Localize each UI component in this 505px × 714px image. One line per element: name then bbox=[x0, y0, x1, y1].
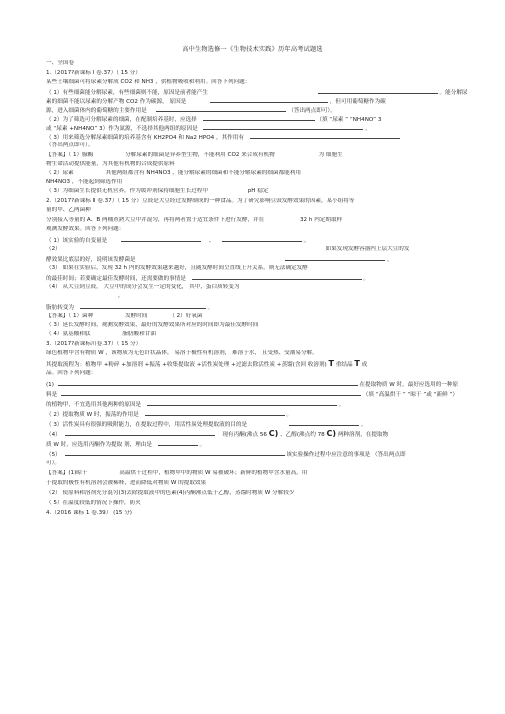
q3-line-9-text: （4） bbox=[46, 432, 61, 438]
q1-answer-5 bbox=[46, 188, 476, 195]
answer-blank bbox=[203, 115, 315, 121]
q1-answer-label: （ 2）尿素 bbox=[46, 170, 74, 176]
q2-line-1: 量的甲、乙两菌种 bbox=[46, 207, 91, 213]
q2-line-4-text: （ 1）该实验的自变量是 bbox=[46, 238, 108, 244]
answer-blank bbox=[58, 380, 358, 386]
q2-line-8-tail: 。 bbox=[363, 276, 370, 282]
q1-line-5 bbox=[46, 115, 476, 124]
q2-answer-1 bbox=[46, 313, 476, 320]
q3-line-8-text: （ 3）活性炭具有很强的吸附能力，在提取过程中，用活性炭处理提取液的目的是 bbox=[46, 422, 248, 428]
q3-answer-2: 于提取的极性有机溶剂会被稀释，进而降低对物质 W 的提取效果 bbox=[46, 480, 207, 486]
q2-line-9: （4） 从大豆到豆豉， 大豆中的成分会发生一定的变化， 其中，蛋白质转变为 bbox=[46, 284, 240, 290]
q2-answer-2: （ 3）延长发酵时间，观测发酵效果，最好的发酵效果所对应的时间即为最佳发酵时间 bbox=[46, 322, 259, 328]
q3-line-9-text: 、乙醇(沸点约 78 bbox=[280, 432, 325, 438]
answer-blank bbox=[285, 255, 385, 261]
q3-line-1: 绿色植物甲含有物质 W ，该物质为无色针状晶体， 易溶于极性有机溶剂， 难溶于水， 且受热、受潮易分解。 bbox=[46, 350, 318, 356]
answer-blank bbox=[61, 390, 361, 396]
q2-line-6-tail: 。 bbox=[387, 257, 393, 263]
answer-blank bbox=[65, 450, 285, 456]
q1-answer-label: 【答案】（ 1）脲酶 bbox=[46, 152, 94, 158]
q2-line-5-tail: 如果发现发酵容器内上层大豆的发 bbox=[325, 246, 410, 252]
q1-answer-2: 物生命活动提供能量，为其他有机物的合成提供原料 bbox=[46, 161, 175, 167]
answer-blank bbox=[80, 303, 206, 309]
q3-line-7-text: （ 2）提取物质 W 时，振荡的作用是 bbox=[46, 412, 139, 418]
q2-line-11-tail: 。 bbox=[207, 305, 214, 311]
q3-line-11-tail: 该实验操作过程中应注意的事项是 （答出两点即 bbox=[286, 452, 406, 458]
q3-line-9-text: 现有丙酮(沸点 56 bbox=[222, 432, 267, 438]
q3-line-2-text: 其提取流程为：植物甲 +粉碎 +加溶剂 +振荡 +收集提取液 +活性炭处理 +过滤去除活性炭 +蒸馏(含回 收溶剂) bbox=[46, 362, 327, 368]
q3-line-3: 品。回答下列问题： bbox=[46, 370, 97, 376]
section-heading: 一、全国卷 bbox=[46, 60, 74, 66]
q1-line-3-text: 素的细菌不能以尿素的分解产物 CO2 作为碳源， 原因是 bbox=[46, 99, 187, 105]
q3-line-2 bbox=[46, 360, 476, 369]
q2-line-10: ， bbox=[118, 293, 124, 299]
answer-blank bbox=[147, 400, 337, 406]
answer-blank bbox=[121, 236, 201, 242]
arrow-glyph: T bbox=[328, 360, 334, 368]
answer-blank bbox=[318, 88, 438, 94]
degree-glyph: C) bbox=[326, 430, 337, 438]
q1-heading: 1.（2017?新课标 Ⅰ 卷.37）（ 15 分） bbox=[46, 70, 141, 76]
q1-answer-4: NH4NO3 ，不能起到筛选作用 bbox=[46, 179, 123, 185]
q3-answer-text: 高温烘干过程中，植物甲中的物质 W 易被破坏；新鲜的植物甲含水量高，用 bbox=[119, 470, 308, 476]
q1-stem: 某些土壤细菌可将尿素分解成 CO2 和 NH3 ，供植物吸收和利用。回答下列问题： bbox=[46, 79, 251, 85]
q2-line-5-text: （2） bbox=[46, 246, 61, 252]
answer-blank bbox=[156, 106, 286, 112]
q2-answer-text: 发酵时间 bbox=[125, 313, 148, 319]
q2-line-11-text: 脂肪转变为 bbox=[46, 305, 74, 311]
arrow-glyph: T bbox=[354, 360, 360, 368]
q2-line-4-sep: 、 bbox=[208, 238, 215, 244]
q3-line-10 bbox=[46, 440, 476, 449]
q1-line-3 bbox=[46, 97, 476, 106]
answer-blank bbox=[65, 430, 215, 436]
q1-line-7 bbox=[46, 133, 476, 142]
answer-blank bbox=[145, 410, 285, 416]
q3-line-4 bbox=[46, 380, 476, 389]
answer-blank bbox=[192, 274, 362, 280]
q3-line-6 bbox=[46, 400, 476, 409]
q2-line-2-text: 分别接入等量的 A、B 两桶煮熟大豆中并混匀，再将两者置于适宜条件下进行发酵，并在 bbox=[46, 217, 265, 223]
q3-line-2-text: 成 bbox=[361, 362, 368, 368]
q1-line-6-tail: 。 bbox=[365, 126, 371, 132]
q1-answer-text: （ 3）为细菌生长提供无机营养，作为缓冲剂保持细胞生长过程中 bbox=[46, 188, 208, 194]
q2-answer-text: （ 4）氨基酸和肽 bbox=[46, 331, 91, 337]
q1-answer-text: 其他两组都含有 NH4NO3 ，能分解尿素的细菌和不能分解尿素的细菌都能利用 bbox=[105, 170, 301, 176]
q3-line-12: 可）。 bbox=[46, 460, 60, 466]
q3-line-4-tail: 在提取物质 W 时，最好应选用的一种原 bbox=[359, 382, 459, 388]
q2-line-8 bbox=[46, 274, 476, 283]
q1-answer-3 bbox=[46, 170, 476, 177]
q2-line-11 bbox=[46, 303, 476, 312]
q3-line-2-text: 重结晶 bbox=[335, 362, 353, 368]
q2-line-6-text: 酵效果比底层的好，说明该发酵菌是 bbox=[46, 257, 136, 263]
q3-line-6-text: 的植物甲，不宜选用其他两种的原因是 bbox=[46, 402, 142, 408]
q3-line-7 bbox=[46, 410, 476, 419]
q1-line-2 bbox=[46, 88, 476, 97]
q2-line-8-text: 的最佳时间；若要确定最佳发酵时间，还需要做的事情是 bbox=[46, 276, 186, 282]
answer-blank bbox=[210, 97, 328, 103]
q1-line-3-tail: ，但可用葡萄糖作为碳 bbox=[329, 99, 386, 105]
q3-line-11-text: （5） bbox=[46, 452, 61, 458]
page-title: 高中生物选修一《生物技术实践》历年高考试题选 bbox=[182, 46, 323, 53]
q3-line-9 bbox=[46, 430, 476, 439]
q3-heading: 3.（2017?新课标川卷.37）（ 15 分） bbox=[46, 341, 142, 347]
q3-answer-label: 【答案】(1)晾干 bbox=[46, 470, 88, 476]
q3-answer-3: （2） 使原料和溶剂充分混匀(3)去除提取液中的色素(4)丙酮沸点低于乙醇，蒸馏时物质 W 分解较少 bbox=[46, 490, 295, 496]
q2-answer-label: 【答案】（ 1）菌种 bbox=[46, 313, 94, 319]
q2-line-4-tail: 。 bbox=[304, 238, 310, 244]
q1-answer-text: 为 细胞生 bbox=[318, 152, 343, 158]
q3-line-10-tail: 。 bbox=[199, 442, 206, 448]
q2-answer-3 bbox=[46, 331, 476, 338]
q2-line-7: （3） 如果在实验后，发现 32 h 内的发酵效果越来越好，且随发酵时间呈直线上升关系，则无法确定发酵 bbox=[46, 265, 308, 271]
q3-answer-1 bbox=[46, 470, 476, 477]
q1-line-8: （答出两点即可）。 bbox=[46, 142, 94, 148]
q2-line-3: 观测发酵效果。回答下列问题： bbox=[46, 226, 125, 232]
q3-line-4-text: (1) bbox=[46, 382, 54, 388]
q2-answer-text: （ 2）好氧菌 bbox=[169, 313, 203, 319]
q1-line-4-tail: （答出两点即可）。 bbox=[288, 108, 336, 114]
q1-line-6-text: 或 “尿素 +NH4NO” 3）作为氮源，不选择其他两组的原因是 bbox=[46, 126, 198, 132]
q2-answer-text: 脂肪酸和甘油 bbox=[122, 331, 156, 337]
q3-line-6-tail: 。 bbox=[338, 402, 345, 408]
q1-answer-text: pH 稳定 bbox=[247, 188, 269, 194]
q2-line-2-tail: 32 h 内定期取样 bbox=[299, 217, 343, 223]
answer-blank bbox=[203, 124, 363, 130]
q1-line-5-text: （ 2）为了筛选可分解尿素的细菌，在配制培养基时，应选择 bbox=[46, 117, 197, 123]
q3-line-5-text: 料是 bbox=[46, 392, 58, 398]
degree-glyph: C) bbox=[268, 430, 279, 438]
answer-blank bbox=[289, 420, 359, 426]
answer-blank bbox=[222, 236, 302, 242]
q1-line-4 bbox=[46, 106, 476, 115]
q1-line-2-text: （ 1）有些细菌能分解尿素，有些细菌则不能，原因是前者能产生 bbox=[46, 90, 208, 96]
q1-line-2-tail: 。能分解尿 bbox=[439, 90, 468, 96]
q3-line-9-text: 两种溶剂，在提取物 bbox=[337, 432, 389, 438]
q3-line-8-tail: 。 bbox=[360, 422, 367, 428]
q3-line-7-tail: 。 bbox=[286, 412, 292, 418]
q1-line-7-text: （ 3）用来筛选分解尿素细菌的培养基含有 KH2PO4 和 Na2 HPO4 ，其作用有 bbox=[46, 135, 244, 141]
q3-answer-4: （ 5）在温度较低的情况下操作，防火 bbox=[46, 500, 141, 506]
q2-line-2 bbox=[46, 217, 476, 224]
q3-line-8 bbox=[46, 420, 476, 429]
q4-heading: 4.（2016 课标 1 卷.39） (15 分) bbox=[46, 510, 132, 516]
q1-line-4-text: 源，进入细菌体内的葡萄糖的主要作用是 bbox=[46, 108, 147, 114]
q2-line-5 bbox=[46, 246, 476, 253]
q2-line-6 bbox=[46, 255, 476, 264]
q2-line-4 bbox=[46, 236, 476, 245]
q1-answer-1 bbox=[46, 152, 476, 159]
q1-line-5-tail: （填 “尿素 ” “NH4NO” 3 bbox=[316, 117, 382, 123]
q3-line-5 bbox=[46, 390, 476, 399]
q1-answer-text: 分解尿素的细菌是异养型生物，不能利用 CO2 来合成有机物 bbox=[125, 152, 275, 158]
q3-line-11 bbox=[46, 450, 476, 459]
answer-blank bbox=[250, 133, 400, 139]
q1-line-6 bbox=[46, 124, 476, 133]
q3-line-5-tail: （填 “高温烘干 ” “晾干 ”或 “新鲜 ”） bbox=[362, 392, 458, 398]
q2-heading: 2.（2017?新课标 Ⅱ 卷.37）（ 15 分）豆豉是大豆经过发酵制成的一种食品。为了研究影响豆豉发酵效果的因素，某小组将等 bbox=[46, 198, 355, 204]
answer-blank bbox=[158, 440, 198, 446]
q3-line-10-text: 质 W 时，应选用丙酮作为提取 剂，理由是 bbox=[46, 442, 152, 448]
